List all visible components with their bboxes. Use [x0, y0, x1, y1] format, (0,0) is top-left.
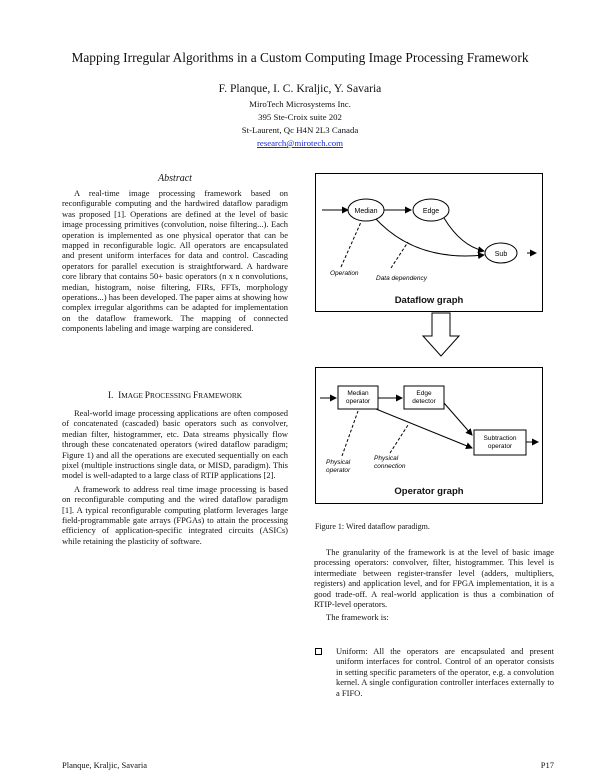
operator-graph-title: Operator graph — [394, 486, 464, 497]
right-paragraph-2: The framework is: — [326, 612, 389, 623]
right-paragraph-1: The granularity of the framework is at the level of basic image processing operators: convolver, filter, histogrammer. This level is intermediate between register-transfer level (adders, multipliers, registers) and application level, and for FPGA implementation, it is a good trade-off. A real-world application is thus a combination of RTIP-level operators. — [314, 547, 554, 610]
dataflow-graph-diagram — [316, 174, 542, 311]
affiliation-line-2: 395 Ste-Croix suite 202 — [258, 112, 342, 122]
abstract-body — [62, 188, 288, 334]
physical-operator-label-2: operator — [326, 467, 351, 474]
section-number: I. — [107, 391, 114, 401]
operator-graph-diagram — [316, 368, 542, 503]
right-column-body — [314, 547, 554, 623]
abstract-heading: Abstract — [158, 173, 192, 184]
section-paragraph-2: A framework to address real time image processing is based on reconfigurable computing and the wired dataflow paradigm [1]. A typical reconfigurable computing platform leverages large field-programmable gate arrays (FPGAs) to attain the processing efficiency of application-specific integrated circuits (ASICs) while retaining the plasticity of software. — [62, 483, 288, 546]
section-body — [62, 408, 288, 546]
physical-connection-pointer — [390, 425, 408, 453]
section-heading: I. IMAGE PROCESSING FRAMEWORK — [107, 391, 243, 401]
edge-to-sub-connection — [444, 403, 472, 435]
dependency-label: Data dependency — [376, 275, 427, 282]
bullet-item-uniform — [314, 646, 554, 698]
edge-node-label: Edge — [422, 208, 440, 215]
page-number: P17 — [540, 760, 554, 770]
median-node-label: Median — [354, 208, 378, 215]
operator-graph-figure — [315, 367, 543, 504]
bullet-text: Uniform: All the operators are encapsulated and present uniform interfaces for control. Control of an operator consists in setting specific parameters of the operator, e.g. a convolution kernel. A single configuration controller interfaces externally to a FIFO. — [336, 646, 554, 698]
transform-arrow — [421, 312, 461, 358]
physical-connection-label-2: connection — [374, 463, 406, 470]
dataflow-graph-title: Dataflow graph — [394, 295, 464, 306]
median-to-sub-arrow — [376, 219, 484, 256]
dependency-pointer — [391, 242, 408, 268]
paper-authors: F. Planque, I. C. Kraljic, Y. Savaria — [218, 82, 382, 95]
edge-detector-label-1: Edge — [416, 390, 432, 397]
dataflow-graph-figure — [315, 173, 543, 312]
physical-connection-label-1: Physical — [374, 455, 399, 462]
email-line — [0, 137, 600, 150]
affiliation-line-3: St-Laurent, Qc H4N 2L3 Canada — [241, 125, 359, 135]
email-link[interactable]: research@mirotech.com — [256, 138, 343, 148]
sub-node-label: Sub — [494, 251, 508, 258]
section-paragraph-1: Real-world image processing applications are often composed of concatenated (cascaded) basic operators such as convolver, median filter, histogrammer, etc. Data streams physically flow through these concatenated operators (wired dataflow paradigm; Figure 1) and all the operations are executed sequentially on each pixel (multiple instructions single data, or MISD, paradigm). This model is well-adapted to a large class of RTIP applications [2]. — [62, 408, 288, 481]
paper-title: Mapping Irregular Algorithms in a Custom Computing Image Processing Framework — [71, 50, 529, 65]
physical-operator-pointer — [342, 411, 358, 456]
median-operator-label-2: operator — [345, 398, 371, 405]
median-operator-label-1: Median — [347, 390, 369, 397]
physical-operator-label-1: Physical — [326, 459, 351, 466]
figure-caption: Figure 1: Wired dataflow paradigm. — [315, 522, 430, 531]
edge-detector-label-2: detector — [412, 398, 436, 405]
operation-pointer — [341, 222, 361, 267]
edge-to-sub-arrow — [444, 218, 484, 251]
abstract-text: A real-time image processing framework based on reconfigurable computing and the hardwired dataflow paradigm was proposed [1]. Operations are defined at the level of basic image processing primitives (convolution, noise filtering...). Each operation is implemented as one physical operator that can be mapped in reconfigurable logic. All operators are encapsulated and present uniform interfaces for data and control. Cascading operators for parallel execution is straightforward. A hardware core library that contains 50+ basic operators (n x n convolutions, median, histogram, noise filtering, FIRs, FFTs, morphology operations...) has been developed. The paper aims at showing how complex irregular algorithms can be adapted for implementation on the dataflow framework. The mapping of connected components labeling and image warping are considered. — [62, 188, 288, 334]
subtraction-operator-label-2: operator — [487, 443, 513, 450]
footer-authors: Planque, Kraljic, Savaria — [62, 760, 147, 770]
operation-label: Operation — [330, 270, 359, 277]
median-to-sub-connection — [376, 409, 472, 448]
square-bullet-icon — [315, 648, 322, 655]
subtraction-operator-label-1: Subtraction — [483, 435, 517, 442]
affiliation-line-1: MiroTech Microsystems Inc. — [249, 99, 351, 109]
